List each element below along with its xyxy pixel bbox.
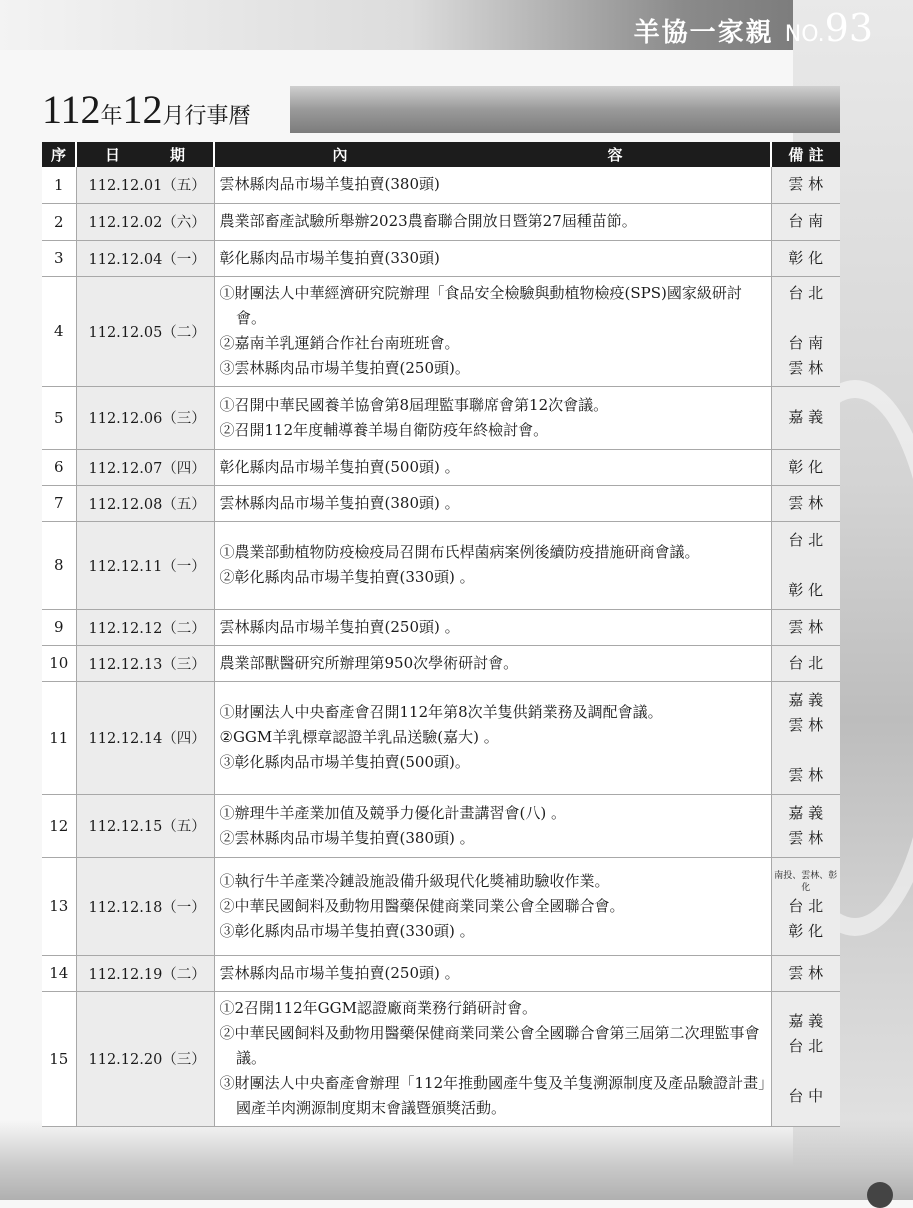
row-seq: 15 [42, 991, 76, 1126]
table-row [42, 681, 840, 794]
row-content [214, 449, 771, 485]
table-header-row [42, 142, 840, 167]
row-date: 112.12.15（五） [76, 794, 214, 857]
page-title-area [42, 86, 840, 136]
row-note [771, 521, 840, 609]
row-note [771, 794, 840, 857]
event-item: ①辦理牛羊產業加值及競爭力優化計畫講習會(八) 。 [219, 803, 566, 822]
column-header-date-a: 日 [104, 146, 120, 164]
note-location: 台 中 [788, 1086, 824, 1105]
row-content [214, 240, 771, 276]
table-row [42, 521, 840, 609]
event-item: 雲林縣肉品市場羊隻拍賣(380頭) 。 [219, 493, 460, 512]
row-content [214, 645, 771, 681]
table-row [42, 240, 840, 276]
event-item: ③雲林縣肉品市場羊隻拍賣(250頭)。 [219, 359, 470, 377]
row-note [771, 681, 840, 794]
event-item: ①財團法人中央畜產會召開112年第8次羊隻供銷業務及調配會議。 [219, 703, 663, 721]
row-seq: 14 [42, 955, 76, 991]
row-seq: 6 [42, 449, 76, 485]
row-date: 112.12.12（二） [76, 609, 214, 645]
event-item: ①財團法人中華經濟研究院辦理「食品安全檢驗與動植物檢疫(SPS)國家級研討會。 [219, 284, 742, 327]
column-header-content-a: 內 [332, 146, 348, 164]
row-date: 112.12.06（三） [76, 386, 214, 449]
row-note [771, 203, 840, 240]
title-year: 112 [42, 87, 101, 132]
row-date: 112.12.01（五） [76, 167, 214, 203]
row-content [214, 203, 771, 240]
row-note [771, 857, 840, 955]
row-content [214, 794, 771, 857]
page-title [42, 86, 259, 133]
row-seq: 1 [42, 167, 76, 203]
row-content [214, 521, 771, 609]
note-location: 雲 林 [788, 493, 824, 512]
title-bar-decoration [290, 86, 840, 133]
note-location: 雲 林 [788, 765, 824, 784]
table-row [42, 203, 840, 240]
note-location: 台 北 [788, 530, 824, 549]
note-location: 雲 林 [788, 828, 824, 847]
note-location: 台 北 [788, 284, 824, 302]
event-item: ②彰化縣肉品市場羊隻拍賣(330頭) 。 [219, 568, 475, 586]
table-row [42, 955, 840, 991]
event-item: ②雲林縣肉品市場羊隻拍賣(380頭) 。 [219, 828, 475, 847]
row-date: 112.12.18（一） [76, 857, 214, 955]
event-item: 彰化縣肉品市場羊隻拍賣(500頭) 。 [219, 457, 460, 476]
column-header-content-b: 容 [607, 146, 623, 164]
event-item: 雲林縣肉品市場羊隻拍賣(380頭) [219, 175, 440, 194]
row-note [771, 240, 840, 276]
row-seq: 9 [42, 609, 76, 645]
title-month: 12 [122, 87, 163, 132]
row-date: 112.12.19（二） [76, 955, 214, 991]
column-header-date-b: 期 [170, 146, 186, 164]
note-location: 雲 林 [788, 715, 824, 734]
note-location: 嘉 義 [788, 803, 824, 822]
note-location [772, 553, 841, 578]
event-item: ②嘉南羊乳運銷合作社台南班班會。 [219, 334, 460, 352]
magazine-issue [634, 6, 873, 50]
column-header-date [76, 142, 214, 167]
event-item: ①召開中華民國養羊協會第8屆理監事聯席會第12次會議。 [219, 395, 609, 414]
row-note [771, 645, 840, 681]
event-item: ①農業部動植物防疫檢疫局召開布氏桿菌病案例後續防疫措施研商會議。 [219, 543, 700, 561]
table-row [42, 485, 840, 521]
note-location: 彰 化 [788, 580, 824, 599]
note-location: 台 南 [788, 334, 824, 352]
row-seq: 11 [42, 681, 76, 794]
row-note [771, 955, 840, 991]
table-row [42, 609, 840, 645]
event-item: ①執行牛羊產業冷鏈設施設備升級現代化獎補助驗收作業。 [219, 871, 610, 890]
row-seq: 12 [42, 794, 76, 857]
row-note [771, 276, 840, 386]
row-content [214, 276, 771, 386]
column-header-seq: 序 [42, 142, 76, 167]
row-content [214, 609, 771, 645]
issue-number: 93 [824, 6, 873, 50]
note-location [772, 738, 841, 763]
table-row [42, 167, 840, 203]
note-location: 雲 林 [788, 359, 824, 377]
row-content [214, 681, 771, 794]
note-location: 雲 林 [788, 617, 824, 636]
event-item: ③彰化縣肉品市場羊隻拍賣(330頭) 。 [219, 921, 475, 940]
column-header-content [214, 142, 771, 167]
event-item: ②GGM羊乳標章認證羊乳品送驗(嘉大) 。 [219, 728, 499, 746]
row-date: 112.12.08（五） [76, 485, 214, 521]
row-seq: 7 [42, 485, 76, 521]
row-seq: 2 [42, 203, 76, 240]
row-seq: 10 [42, 645, 76, 681]
note-location: 嘉 義 [788, 690, 824, 709]
event-item: 農業部畜產試驗所舉辦2023農畜聯合開放日暨第27屆種苗節。 [219, 212, 637, 230]
table-row [42, 386, 840, 449]
page-number-badge [867, 1182, 893, 1208]
event-item: 彰化縣肉品市場羊隻拍賣(330頭) [219, 248, 440, 267]
row-content [214, 485, 771, 521]
title-year-unit: 年 [100, 104, 123, 129]
row-date: 112.12.14（四） [76, 681, 214, 794]
note-location: 台 北 [788, 653, 824, 672]
table-row [42, 857, 840, 955]
note-location: 台 北 [788, 1036, 824, 1055]
row-seq: 3 [42, 240, 76, 276]
row-date: 112.12.11（一） [76, 521, 214, 609]
note-location: 台 北 [788, 897, 824, 915]
row-date: 112.12.07（四） [76, 449, 214, 485]
row-content [214, 857, 771, 955]
row-date: 112.12.13（三） [76, 645, 214, 681]
row-content [214, 167, 771, 203]
row-note [771, 449, 840, 485]
row-date: 112.12.04（一） [76, 240, 214, 276]
note-location: 彰 化 [788, 922, 824, 940]
note-location: 台 南 [788, 212, 824, 230]
bottom-decoration [0, 1120, 913, 1200]
event-item: ②中華民國飼料及動物用醫藥保健商業同業公會全國聯合會第三屆第二次理監事會議。 [219, 1024, 760, 1067]
issue-prefix: NO. [784, 22, 825, 47]
event-item: 農業部獸醫研究所辦理第950次學術研討會。 [219, 653, 519, 672]
row-seq: 5 [42, 386, 76, 449]
event-item: 雲林縣肉品市場羊隻拍賣(250頭) 。 [219, 617, 460, 636]
row-note [771, 167, 840, 203]
table-row [42, 645, 840, 681]
event-item: ②召開112年度輔導養羊場自衛防疫年終檢討會。 [219, 420, 549, 439]
row-note [771, 485, 840, 521]
note-location [772, 1059, 841, 1084]
row-content [214, 955, 771, 991]
row-date: 112.12.05（二） [76, 276, 214, 386]
title-suffix: 行事曆 [184, 104, 251, 129]
row-note [771, 991, 840, 1126]
row-date: 112.12.20（三） [76, 991, 214, 1126]
row-note [771, 386, 840, 449]
table-row [42, 794, 840, 857]
title-month-unit: 月 [162, 104, 185, 129]
note-location [772, 306, 841, 331]
magazine-name: 羊協一家親 [633, 18, 774, 48]
note-location: 彰 化 [788, 457, 824, 476]
note-location: 嘉 義 [788, 408, 824, 426]
event-item: ②中華民國飼料及動物用醫藥保健商業同業公會全國聯合會。 [219, 896, 625, 915]
note-location: 彰 化 [788, 248, 824, 267]
note-small: 南投、雲林、彰化 [774, 871, 838, 893]
table-row [42, 449, 840, 485]
event-item: 雲林縣肉品市場羊隻拍賣(250頭) 。 [219, 963, 460, 982]
note-location: 雲 林 [788, 963, 824, 982]
row-note [771, 609, 840, 645]
row-content [214, 386, 771, 449]
table-row [42, 276, 840, 386]
column-header-note: 備 註 [771, 142, 840, 167]
note-location: 雲 林 [788, 175, 824, 194]
row-content [214, 991, 771, 1126]
row-seq: 8 [42, 521, 76, 609]
note-location: 嘉 義 [788, 1011, 824, 1030]
row-seq: 13 [42, 857, 76, 955]
event-item: ③彰化縣肉品市場羊隻拍賣(500頭)。 [219, 753, 470, 771]
row-date: 112.12.02（六） [76, 203, 214, 240]
event-item: ①2召開112年GGM認證廠商業務行銷研討會。 [219, 999, 537, 1017]
event-calendar-table [42, 142, 840, 1127]
row-seq: 4 [42, 276, 76, 386]
table-row [42, 991, 840, 1126]
event-item: ③財團法人中央畜產會辦理「112年推動國產牛隻及羊隻溯源制度及產品驗證計畫」國產羊肉溯源制度期末會議暨頒獎活動。 [219, 1074, 766, 1117]
